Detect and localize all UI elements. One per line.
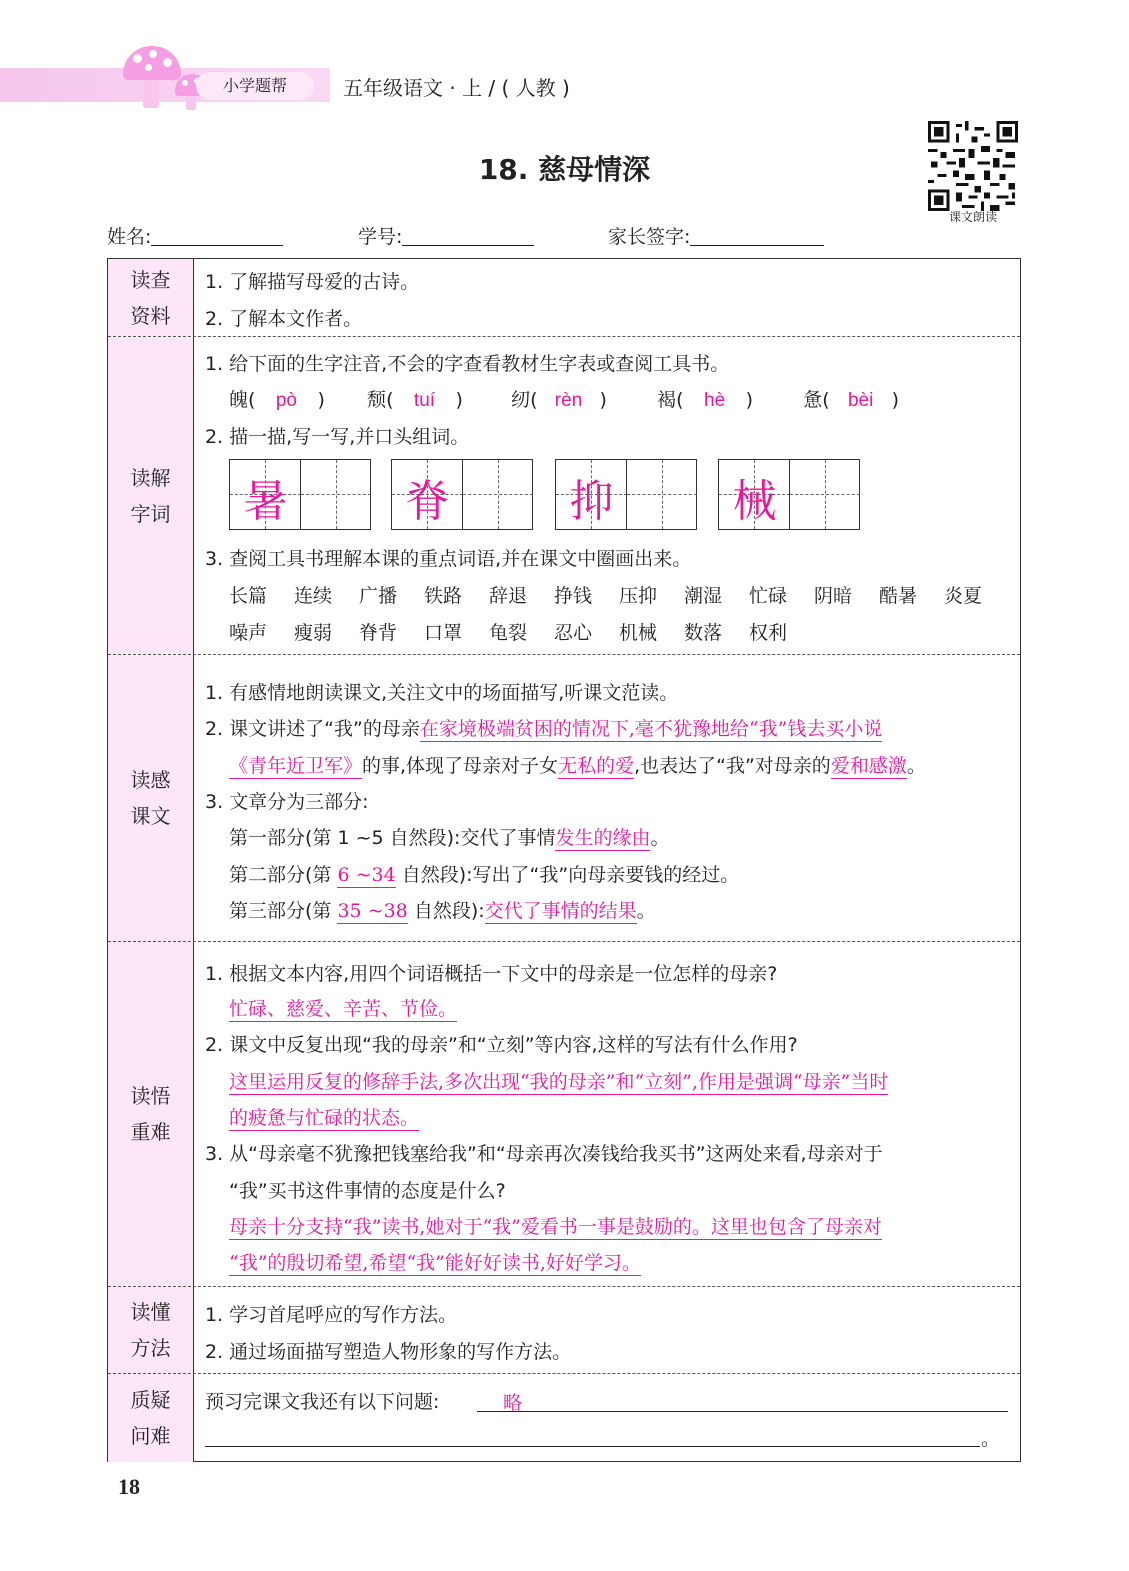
answer-text: 略 <box>503 1392 523 1414</box>
tracing-char: 暑 <box>243 476 288 527</box>
task-line: 2. 通过场面描写塑造人物形象的写作方法。 <box>205 1341 572 1363</box>
question-answer-line[interactable] <box>477 1388 1008 1412</box>
answer-2-cont[interactable]: 的疲惫与忙碌的状态。 <box>229 1107 420 1129</box>
question-3-cont: “我”买书这件事情的态度是什么? <box>229 1180 506 1202</box>
section-text-reading <box>108 655 1020 942</box>
word-list-row-1: 长篇 连续 广播 铁路 辞退 挣钱 压抑 潮湿 忙碌 阴暗 酷暑 炎夏 <box>229 585 983 607</box>
page-number: 18 <box>118 1474 140 1499</box>
qr-caption: 课文朗读 <box>948 210 997 224</box>
answer-text: 35 ~38 <box>337 900 408 922</box>
task-line: 1. 有感情地朗读课文,关注文中的场面描写,听课文范读。 <box>205 682 679 704</box>
mushroom-icon <box>123 46 181 80</box>
section-vocabulary <box>108 337 1020 655</box>
section-label: 质疑 问难 <box>108 1374 194 1462</box>
answer-text: 爱和感激 <box>830 755 907 777</box>
section-label: 读解 字词 <box>108 337 194 654</box>
pinyin-item: 惫( bèi ) <box>803 389 900 411</box>
tracing-char: 抑 <box>569 476 614 527</box>
answer-text: 发生的缘由 <box>555 827 651 849</box>
task-line: 2. 了解本文作者。 <box>205 308 363 330</box>
fill-line: 2. 课文讲述了“我”的母亲在家境极端贫困的情况下,毫不犹豫地给“我”钱去买小说 <box>205 718 883 740</box>
answer-text: 6 ~34 <box>337 864 396 886</box>
tracing-char: 械 <box>732 476 777 527</box>
parent-signature-label: 家长签字: <box>608 226 691 248</box>
answer-2[interactable]: 这里运用反复的修辞手法,多次出现“我的母亲”和“立刻”,作用是强调“母亲”当时 <box>229 1071 889 1093</box>
word-list-row-2: 噪声 瘦弱 脊背 口罩 龟裂 忍心 机械 数落 权利 <box>229 622 788 644</box>
question-3: 3. 查阅工具书理解本课的重点词语,并在课文中圈画出来。 <box>205 548 692 570</box>
section-label: 读查 资料 <box>108 259 194 336</box>
mushroom-stem-small <box>186 94 196 110</box>
brand-label: 小学题帮 <box>196 72 314 100</box>
part-2-line: 第二部分(第 6 ~34 自然段):写出了“我”向母亲要钱的经过。 <box>229 864 740 886</box>
task-line: 3. 文章分为三部分: <box>205 791 369 813</box>
section-label: 读悟 重难 <box>108 942 194 1286</box>
name-label: 姓名: <box>107 226 152 248</box>
task-line: 1. 了解描写母爱的古诗。 <box>205 271 420 293</box>
task-line: 1. 学习首尾呼应的写作方法。 <box>205 1304 458 1326</box>
question-1: 1. 给下面的生字注音,不会的字查看教材生字表或查阅工具书。 <box>205 353 730 375</box>
answer-text: 在家境极端贫困的情况下,毫不犹豫地给“我”钱去买小说 <box>419 718 883 740</box>
question-2: 2. 课文中反复出现“我的母亲”和“立刻”等内容,这样的写法有什么作用? <box>205 1034 798 1056</box>
fill-line: 《青年近卫军》的事,体现了母亲对子女无私的爱,也表达了“我”对母亲的爱和感激。 <box>229 755 926 777</box>
page-title: 18. 慈母情深 <box>478 153 651 186</box>
tian-grid-box[interactable] <box>229 459 371 530</box>
pinyin-item: 魄( pò ) <box>229 389 325 411</box>
part-3-line: 第三部分(第 35 ~38 自然段):交代了事情的结果。 <box>229 900 656 922</box>
section-questions <box>108 1374 1020 1462</box>
section-label: 读感 课文 <box>108 655 194 941</box>
qr-code-icon[interactable] <box>928 121 1018 211</box>
pinyin-item: 褐( hè ) <box>657 389 753 411</box>
answer-1[interactable]: 忙碌、慈爱、辛苦、节俭。 <box>229 998 458 1020</box>
tian-grid-box[interactable] <box>555 459 697 530</box>
pinyin-item: 颓( tuí ) <box>367 389 463 411</box>
answer-3[interactable]: 母亲十分支持“我”读书,她对于“我”爱看书一事是鼓励的。这里也包含了母亲对 <box>229 1216 882 1238</box>
section-methods <box>108 1287 1020 1374</box>
question-3: 3. 从“母亲毫不犹豫把钱塞给我”和“母亲再次凑钱给我买书”这两处来看,母亲对于 <box>205 1143 883 1165</box>
answer-text: 无私的爱 <box>558 755 635 777</box>
section-key-points <box>108 942 1020 1287</box>
question-prompt: 预习完课文我还有以下问题: <box>205 1391 440 1413</box>
section-read-materials <box>108 259 1020 337</box>
pinyin-row <box>229 385 899 412</box>
question-1: 1. 根据文本内容,用四个词语概括一下文中的母亲是一位怎样的母亲? <box>205 963 778 985</box>
part-1-line: 第一部分(第 1 ~5 自然段):交代了事情发生的缘由。 <box>229 827 670 849</box>
section-label: 读懂 方法 <box>108 1287 194 1373</box>
name-field[interactable] <box>107 222 283 249</box>
answer-3-cont[interactable]: “我”的殷切希望,希望“我”能好好读书,好好学习。 <box>229 1252 641 1274</box>
end-period: 。 <box>980 1428 1000 1450</box>
tian-grid-box[interactable] <box>718 459 860 530</box>
tian-grid-box[interactable] <box>391 459 533 530</box>
answer-text: 交代了事情的结果 <box>484 900 637 922</box>
pinyin-item: 纫( rèn ) <box>511 389 607 411</box>
mushroom-stem <box>143 78 159 108</box>
question-answer-line-2[interactable] <box>205 1423 980 1447</box>
tracing-char: 脊 <box>405 476 450 527</box>
student-number-field[interactable] <box>358 222 534 249</box>
student-number-label: 学号: <box>358 226 403 248</box>
answer-text: 《青年近卫军》 <box>229 755 363 777</box>
question-2: 2. 描一描,写一写,并口头组词。 <box>205 426 470 448</box>
subject-label: 五年级语文 · 上 / ( 人教 ) <box>343 76 570 100</box>
parent-signature-field[interactable] <box>608 222 824 249</box>
worksheet-table <box>107 258 1021 1462</box>
